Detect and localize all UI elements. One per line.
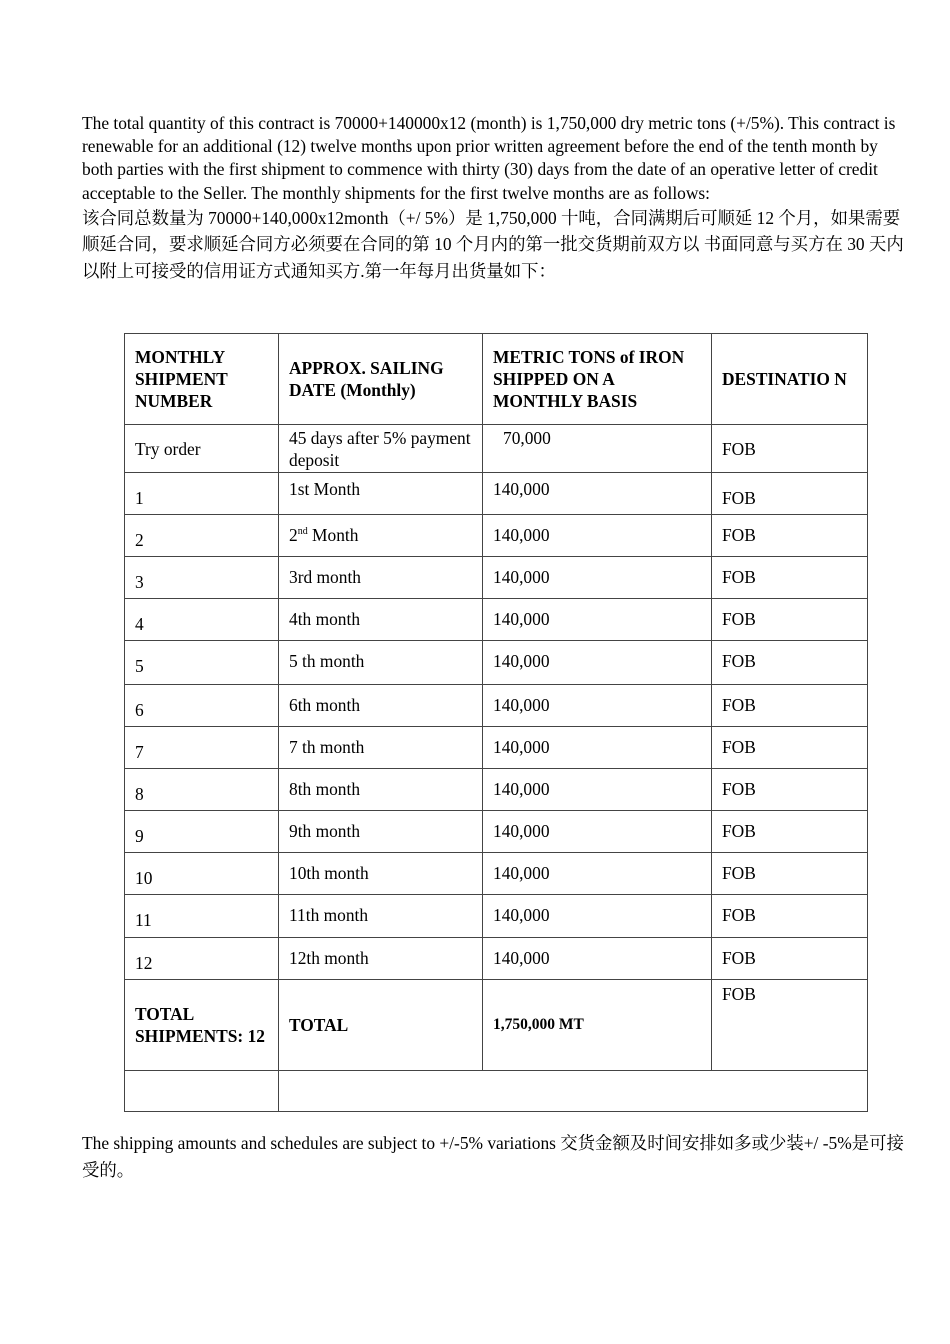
table-row — [125, 599, 868, 641]
table-row — [125, 641, 868, 685]
cell-number: 1 — [125, 473, 279, 515]
cell-number: 3 — [125, 557, 279, 599]
date-superscript: nd — [297, 526, 308, 537]
cell-destination: FOB — [712, 811, 868, 853]
header-metric-tons: METRIC TONS of IRON SHIPPED ON A MONTHLY BASIS — [483, 334, 712, 425]
cell-tons: 140,000 — [483, 557, 712, 599]
cell-date: 1st Month — [279, 473, 483, 515]
cell-number: 4 — [125, 599, 279, 641]
cell-date: 10th month — [279, 853, 483, 895]
cell-tons: 140,000 — [483, 769, 712, 811]
cell-date: 12th month — [279, 938, 483, 980]
date-suffix: Month — [307, 525, 359, 545]
cell-destination: FOB — [712, 599, 868, 641]
table-row — [125, 769, 868, 811]
cell-number: 11 — [125, 895, 279, 938]
cell-date: 6th month — [279, 685, 483, 727]
cell-tons: 70,000 — [483, 425, 712, 473]
cell-blank-merged — [279, 1071, 868, 1112]
table-header-row — [125, 334, 868, 425]
cell-tons: 140,000 — [483, 473, 712, 515]
table-row — [125, 895, 868, 938]
cell-destination: FOB — [712, 473, 868, 515]
cell-total-tons: 1,750,000 MT — [483, 980, 712, 1071]
table-row-try-order — [125, 425, 868, 473]
cell-number: 10 — [125, 853, 279, 895]
cell-tons: 140,000 — [483, 685, 712, 727]
cell-tons: 140,000 — [483, 811, 712, 853]
cell-number: 2 — [125, 515, 279, 557]
table-blank-row — [125, 1071, 868, 1112]
table-row — [125, 853, 868, 895]
cell-tons: 140,000 — [483, 641, 712, 685]
cell-blank — [125, 1071, 279, 1112]
cell-date: 8th month — [279, 769, 483, 811]
cell-number: 8 — [125, 769, 279, 811]
cell-number: 6 — [125, 685, 279, 727]
cell-tons: 140,000 — [483, 515, 712, 557]
cell-destination: FOB — [712, 557, 868, 599]
cell-date — [279, 515, 483, 557]
cell-tons: 140,000 — [483, 727, 712, 769]
table-row — [125, 557, 868, 599]
cell-destination: FOB — [712, 727, 868, 769]
date-prefix: 2 — [289, 525, 298, 545]
intro-chinese-paragraph: 该合同总数量为 70000+140,000x12month（+/ 5%）是 1,750,000 十吨，合同满期后可顺延 12 个月，如果需要顺延合同，要求顺延合同方必须要在合同的第 10 个月内的第一批交货期前双方以 书面同意与买方在 30 天内以附上可接受的信用证方式通知买方.第一年每月出货量如下： — [82, 207, 904, 281]
cell-date: 4th month — [279, 599, 483, 641]
table-row — [125, 473, 868, 515]
cell-destination: FOB — [712, 895, 868, 938]
cell-destination: FOB — [712, 425, 868, 473]
cell-date: 3rd month — [279, 557, 483, 599]
cell-total-destination: FOB — [712, 980, 868, 1071]
header-sailing-date: APPROX. SAILING DATE (Monthly) — [279, 334, 483, 425]
cell-date: 5 th month — [279, 641, 483, 685]
cell-destination: FOB — [712, 938, 868, 980]
document-body — [82, 112, 910, 284]
shipment-table-container — [124, 333, 868, 1112]
table-row — [125, 727, 868, 769]
cell-number: 7 — [125, 727, 279, 769]
cell-destination: FOB — [712, 641, 868, 685]
cell-number: 9 — [125, 811, 279, 853]
table-row — [125, 685, 868, 727]
cell-destination: FOB — [712, 769, 868, 811]
footer-note: The shipping amounts and schedules are subject to +/-5% variations 交货金额及时间安排如多或少装+/ -5%是可接受的。 — [82, 1133, 904, 1180]
cell-destination: FOB — [712, 685, 868, 727]
cell-total-shipments: TOTAL SHIPMENTS: 12 — [125, 980, 279, 1071]
cell-date: 9th month — [279, 811, 483, 853]
cell-destination: FOB — [712, 515, 868, 557]
cell-destination: FOB — [712, 853, 868, 895]
cell-tons: 140,000 — [483, 599, 712, 641]
cell-number: 12 — [125, 938, 279, 980]
table-row — [125, 515, 868, 557]
cell-number: Try order — [125, 425, 279, 473]
cell-tons: 140,000 — [483, 938, 712, 980]
header-shipment-number: MONTHLY SHIPMENT NUMBER — [125, 334, 279, 425]
cell-tons: 140,000 — [483, 895, 712, 938]
cell-date: 7 th month — [279, 727, 483, 769]
table-row — [125, 938, 868, 980]
table-total-row — [125, 980, 868, 1071]
cell-number: 5 — [125, 641, 279, 685]
table-row — [125, 811, 868, 853]
shipment-schedule-table — [124, 333, 868, 1112]
cell-tons: 140,000 — [483, 853, 712, 895]
intro-english-paragraph: The total quantity of this contract is 70000+140000x12 (month) is 1,750,000 dry metric tons (+/5%). This contract is renewable for an additional (12) twelve months upon prior written agreement before the end of the tenth month by both parties with the first shipment to commence with thirty (30) days from the date of an operative letter of credit acceptable to the Seller. The monthly shipments for the first twelve months are as follows: — [82, 113, 896, 203]
cell-total-label: TOTAL — [279, 980, 483, 1071]
cell-date: 11th month — [279, 895, 483, 938]
header-destination: DESTINATIO N — [712, 334, 868, 425]
cell-date: 45 days after 5% payment deposit — [279, 425, 483, 473]
